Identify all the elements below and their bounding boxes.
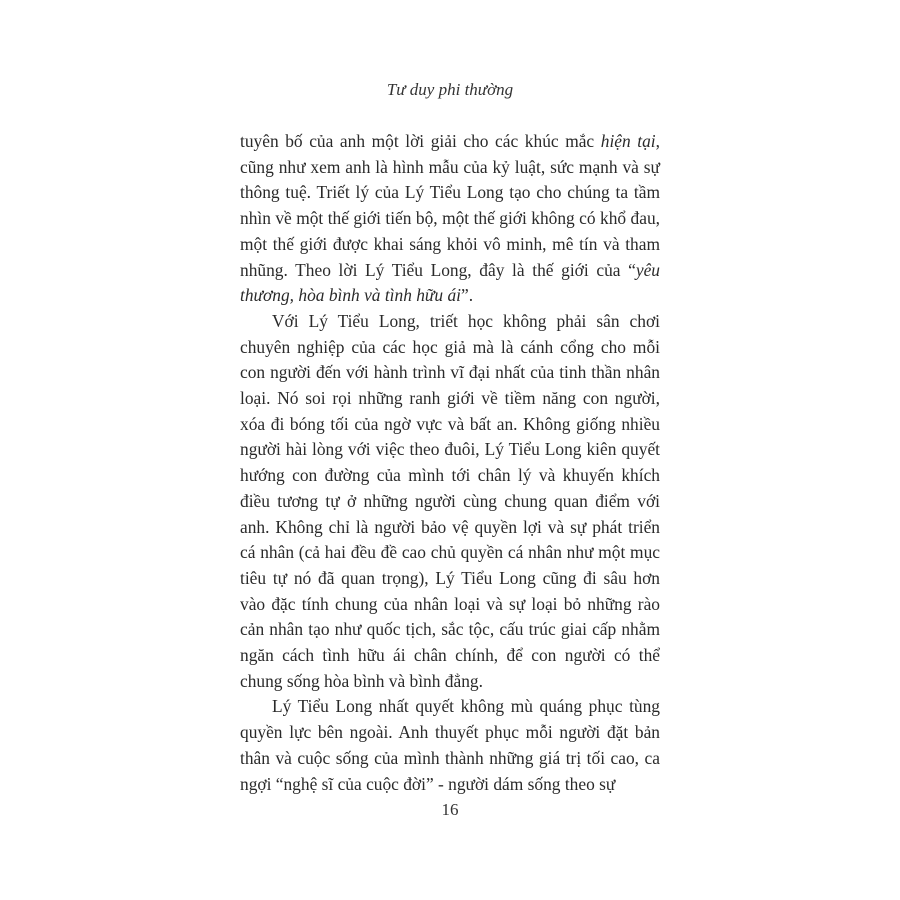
- body-text: [240, 129, 660, 797]
- paragraph-1-quote-italic: yêu thương, hòa bình và tình hữu ái: [240, 259, 660, 306]
- paragraph-2: [240, 309, 660, 695]
- paragraph-3-text: Lý Tiểu Long nhất quyết không mù quáng phục tùng quyền lực bên ngoài. Anh thuyết phục mỗi người đặt bản thân và cuộc sống của mình thành những giá trị tối cao, ca ngợi “nghệ sĩ của cuộc đời” - người dám sống theo sự: [240, 696, 660, 794]
- paragraph-1-segment-1: tuyên bố của anh một lời giải cho các khúc mắc: [240, 131, 601, 151]
- running-header: Tư duy phi thường: [386, 80, 514, 99]
- paragraph-1: [240, 129, 660, 309]
- paragraph-1-segment-5: ”.: [461, 285, 474, 306]
- paragraph-3: [240, 694, 660, 797]
- paragraph-1-segment-3: , cũng như xem anh là hình mẫu của kỷ luật, sức mạnh và sự thông tuệ. Triết lý của Lý Tiểu Long tạo cho chúng ta tầm nhìn về một thế giới tiến bộ, một thế giới không có khổ đau, một thế giới được khai sáng khỏi vô minh, mê tín và tham nhũng. Theo lời Lý Tiểu Long, đây là thế giới của “: [240, 131, 660, 280]
- page-number: 16: [441, 800, 459, 819]
- paragraph-1-italic-segment: hiện tại: [600, 131, 656, 151]
- paragraph-2-text: Với Lý Tiểu Long, triết học không phải sân chơi chuyên nghiệp của các học giả mà là cánh cổng cho mỗi con người đến với hành trình vĩ đại nhất của tinh thần nhân loại. Nó soi rọi những ranh giới về tiềm năng con người, xóa đi bóng tối của ngờ vực và bất an. Không giống nhiều người hài lòng với việc theo đuôi, Lý Tiểu Long kiên quyết hướng con đường của mình tới chân lý và khuyến khích điều tương tự ở những người cùng chung quan điểm với anh. Không chỉ là người bảo vệ quyền lợi và sự phát triển cá nhân (cả hai đều đề cao chủ quyền cá nhân như một mục tiêu tự nó đã quan trọng), Lý Tiểu Long cũng đi sâu hơn vào đặc tính chung của nhân loại và sự loại bỏ những rào cản nhân tạo như quốc tịch, sắc tộc, cấu trúc giai cấp nhằm ngăn cách tình hữu ái chân chính, để con người có thể chung sống hòa bình và bình đẳng.: [240, 310, 660, 691]
